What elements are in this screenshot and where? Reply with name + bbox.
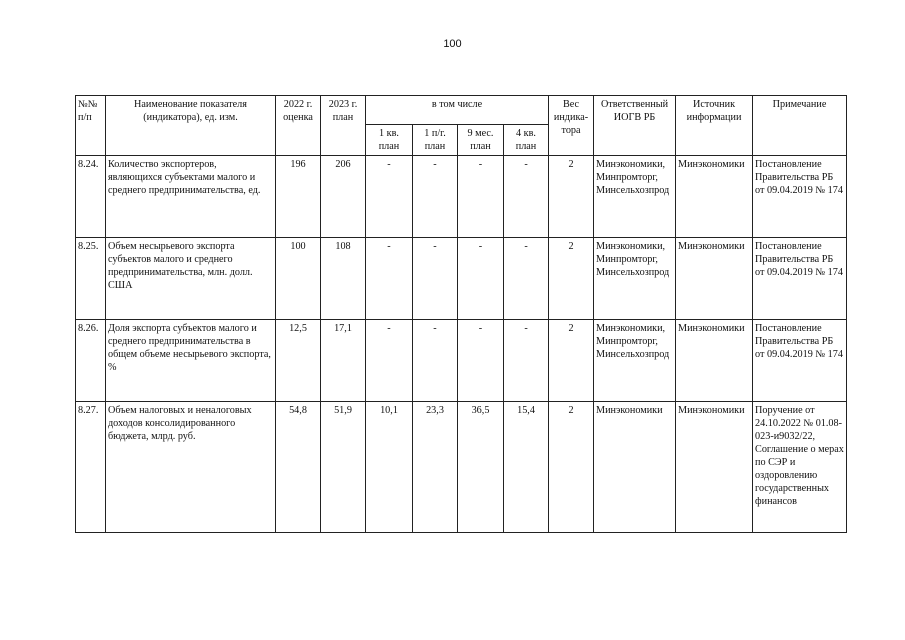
row-name: Объем налоговых и неналоговых доходов консолидированного бюджета, млрд. руб. <box>106 402 276 533</box>
row-2022: 196 <box>276 156 321 238</box>
indicators-table <box>75 95 847 533</box>
row-source: Минэкономики <box>676 320 753 402</box>
header-2022: 2022 г. оценка <box>276 96 321 156</box>
row-2022: 54,8 <box>276 402 321 533</box>
row-name: Доля экспорта субъектов малого и среднего предпринимательства в общем объеме несырьевого экспорта, % <box>106 320 276 402</box>
header-q4: 4 кв. план <box>504 125 549 156</box>
row-source: Минэкономики <box>676 156 753 238</box>
row-2022: 12,5 <box>276 320 321 402</box>
table-row <box>76 156 847 238</box>
row-name: Объем несырьевого экспорта субъектов малого и среднего предпринимательства, млн. долл. США <box>106 238 276 320</box>
row-source: Минэкономики <box>676 238 753 320</box>
row-h1: - <box>413 320 458 402</box>
header-source: Источник информации <box>676 96 753 156</box>
row-h1: - <box>413 156 458 238</box>
table-row <box>76 238 847 320</box>
table-row <box>76 402 847 533</box>
row-9m: - <box>458 320 504 402</box>
table-row <box>76 320 847 402</box>
row-responsible: Минэкономики, Минпромторг, Минсельхозпрод <box>594 238 676 320</box>
row-q1: - <box>366 156 413 238</box>
row-2023: 108 <box>321 238 366 320</box>
row-2022: 100 <box>276 238 321 320</box>
row-9m: 36,5 <box>458 402 504 533</box>
row-note: Постановление Правительства РБ от 09.04.2019 № 174 <box>753 320 847 402</box>
row-9m: - <box>458 238 504 320</box>
header-name: Наименование показателя (индикатора), ед. изм. <box>106 96 276 156</box>
header-including: в том числе <box>366 96 549 125</box>
row-q1: - <box>366 238 413 320</box>
header-note: Примечание <box>753 96 847 156</box>
row-note: Постановление Правительства РБ от 09.04.2019 № 174 <box>753 156 847 238</box>
row-num: 8.27. <box>76 402 106 533</box>
header-9m: 9 мес. план <box>458 125 504 156</box>
header-responsible: Ответственный ИОГВ РБ <box>594 96 676 156</box>
row-q4: - <box>504 320 549 402</box>
row-note: Постановление Правительства РБ от 09.04.2019 № 174 <box>753 238 847 320</box>
header-weight: Вес индика-тора <box>549 96 594 156</box>
row-q4: - <box>504 156 549 238</box>
row-responsible: Минэкономики <box>594 402 676 533</box>
row-9m: - <box>458 156 504 238</box>
row-2023: 51,9 <box>321 402 366 533</box>
row-weight: 2 <box>549 402 594 533</box>
row-num: 8.25. <box>76 238 106 320</box>
row-num: 8.24. <box>76 156 106 238</box>
row-weight: 2 <box>549 238 594 320</box>
row-q1: - <box>366 320 413 402</box>
page-number: 100 <box>443 38 462 50</box>
row-note: Поручение от 24.10.2022 № 01.08-023-и9032/22, Соглашение о мерах по СЭР и оздоровлению государственных финансов <box>753 402 847 533</box>
header-row <box>76 96 847 125</box>
row-name: Количество экспортеров, являющихся субъектами малого и среднего предпринимательства, ед. <box>106 156 276 238</box>
header-q1: 1 кв. план <box>366 125 413 156</box>
row-weight: 2 <box>549 320 594 402</box>
row-q1: 10,1 <box>366 402 413 533</box>
row-q4: 15,4 <box>504 402 549 533</box>
row-weight: 2 <box>549 156 594 238</box>
header-num: №№ п/п <box>76 96 106 156</box>
row-h1: 23,3 <box>413 402 458 533</box>
row-2023: 17,1 <box>321 320 366 402</box>
row-source: Минэкономики <box>676 402 753 533</box>
row-num: 8.26. <box>76 320 106 402</box>
row-h1: - <box>413 238 458 320</box>
header-2023: 2023 г. план <box>321 96 366 156</box>
row-2023: 206 <box>321 156 366 238</box>
row-responsible: Минэкономики, Минпромторг, Минсельхозпрод <box>594 320 676 402</box>
header-h1: 1 п/г. план <box>413 125 458 156</box>
row-responsible: Минэкономики, Минпромторг, Минсельхозпрод <box>594 156 676 238</box>
row-q4: - <box>504 238 549 320</box>
